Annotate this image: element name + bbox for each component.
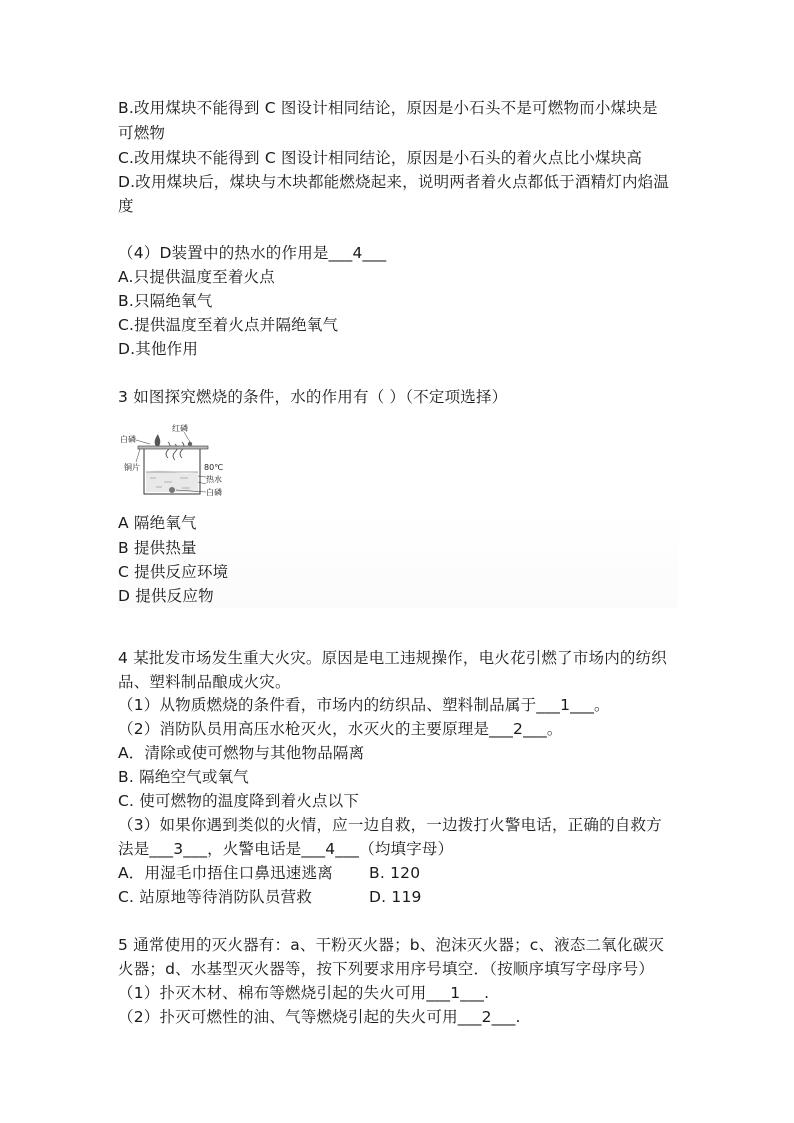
figure-label-white-phosphorus-bottom: 白磷 [206, 488, 222, 497]
q2-option-d-line1: D.改用煤块后，煤块与木块都能燃烧起来，说明两者着火点都低于酒精灯内焰温 [118, 173, 670, 191]
q4-sub1: （1）从物质燃烧的条件看，市场内的纺织品、塑料制品属于___1___。 [118, 696, 610, 714]
q4-stem-line2: 品、塑料制品酿成火灾。 [118, 673, 291, 691]
q3-option-a: A 隔绝氧气 [118, 514, 197, 532]
q4-sub3-line2: 法是___3___，火警电话是___4___（均填字母） [118, 840, 454, 858]
combustion-apparatus-figure [120, 422, 230, 502]
q4-stem-line1: 4 某批发市场发生重大火灾。原因是电工违规操作，电火花引燃了市场内的纺织 [118, 649, 667, 667]
q4-sub3-line1: （3）如果你遇到类似的火情，应一边自救，一边拨打火警电话，正确的自救方 [118, 816, 662, 834]
q4-sub3-option-a: A．用湿毛巾捂住口鼻迅速逃离 [118, 864, 333, 882]
q2-sub4-option-a: A.只提供温度至着火点 [118, 268, 275, 286]
figure-label-temperature: 80℃ [204, 463, 224, 472]
q2-sub4-option-d: D.其他作用 [118, 340, 199, 358]
q4-sub2: （2）消防队员用高压水枪灭火，水灭火的主要原理是___2___。 [118, 720, 563, 738]
q2-sub4-option-b: B.只隔绝氧气 [118, 292, 213, 310]
q2-option-b-line2: 可燃物 [118, 124, 166, 142]
q5-stem-line2: 火器；d、水基型灭火器等，按下列要求用序号填空．（按顺序填写字母序号） [118, 960, 655, 978]
figure-label-red-phosphorus: 红磷 [172, 424, 188, 433]
q5-stem-line1: 5 通常使用的灭火器有：a、干粉灭火器；b、泡沫灭火器；c、液态二氧化碳灭 [118, 936, 665, 954]
q4-sub3-option-b: B. 120 [369, 864, 421, 882]
figure-label-white-phosphorus-top: 白磷 [120, 435, 136, 444]
q5-sub2: （2）扑灭可燃性的油、气等燃烧引起的失火可用___2___. [118, 1008, 521, 1026]
q4-sub2-option-b: B. 隔绝空气或氧气 [118, 768, 249, 786]
q4-sub3-option-d: D. 119 [369, 888, 422, 906]
q3-option-d: D 提供反应物 [118, 587, 214, 605]
q4-sub2-option-a: A．清除或使可燃物与其他物品隔离 [118, 744, 365, 762]
q3-option-b: B 提供热量 [118, 539, 197, 557]
q2-option-d-line2: 度 [118, 197, 134, 215]
q5-sub1: （1）扑灭木材、棉布等燃烧引起的失火可用___1___. [118, 984, 490, 1002]
q3-option-c: C 提供反应环境 [118, 563, 229, 581]
q2-sub4-option-c: C.提供温度至着火点并隔绝氧气 [118, 316, 339, 334]
q3-question: 3 如图探究燃烧的条件，水的作用有（ ）（不定项选择） [118, 388, 508, 406]
q4-sub2-option-c: C. 使可燃物的温度降到着火点以下 [118, 792, 360, 810]
q2-option-b-line1: B.改用煤块不能得到 C 图设计相同结论，原因是小石头不是可燃物而小煤块是 [118, 99, 658, 117]
q2-option-c: C.改用煤块不能得到 C 图设计相同结论，原因是小石头的着火点比小煤块高 [118, 149, 643, 167]
figure-label-copper: 铜片 [124, 463, 140, 472]
q4-sub3-option-c: C. 站原地等待消防队员营救 [118, 888, 312, 906]
q2-sub4-question: （4）D装置中的热水的作用是___4___ [118, 244, 387, 262]
figure-label-hot-water: 热水 [206, 475, 222, 484]
